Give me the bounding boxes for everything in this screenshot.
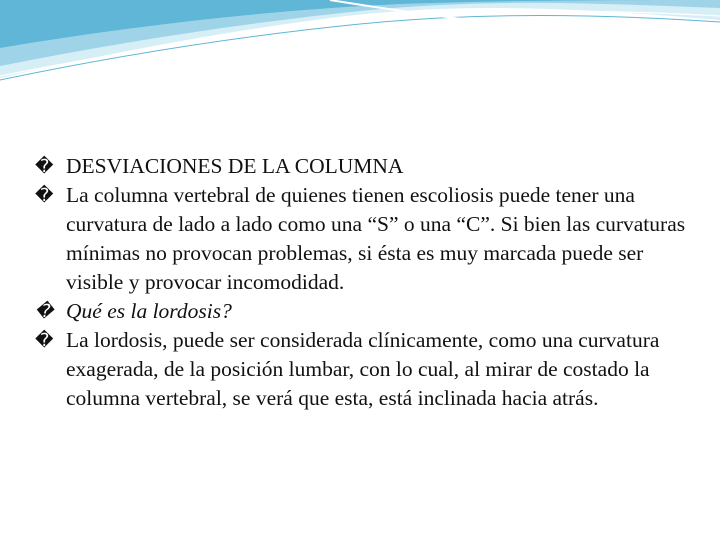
- paragraph-lordosis: [35, 326, 695, 413]
- heading-line: [35, 152, 695, 181]
- paragraph-escoliosis: [35, 181, 695, 297]
- header-wave-decoration: [0, 0, 720, 90]
- paragraph-text: La lordosis, puede ser considerada clínicamente, como una curvatura exagerada, de la posición lumbar, con lo cual, al mirar de costado la columna vertebral, se verá que esta, está inclinada hacia atrás.: [66, 328, 660, 410]
- bullet-glyph: �: [35, 156, 54, 177]
- heading-text: DESVIACIONES DE LA COLUMNA: [66, 154, 404, 178]
- bullet-glyph: �: [35, 330, 54, 351]
- bullet-glyph: �: [35, 301, 54, 322]
- paragraph-text: La columna vertebral de quienes tienen escoliosis puede tener una curvatura de lado a lado como una “S” o una “C”. Si bien las curvaturas mínimas no provocan problemas, si ésta es muy marcada puede ser visible y provocar incomodidad.: [66, 183, 686, 294]
- bullet-glyph: �: [35, 185, 54, 206]
- question-text: Qué es la lordosis?: [66, 299, 232, 323]
- slide-content: [35, 152, 695, 413]
- question-line: [35, 297, 695, 326]
